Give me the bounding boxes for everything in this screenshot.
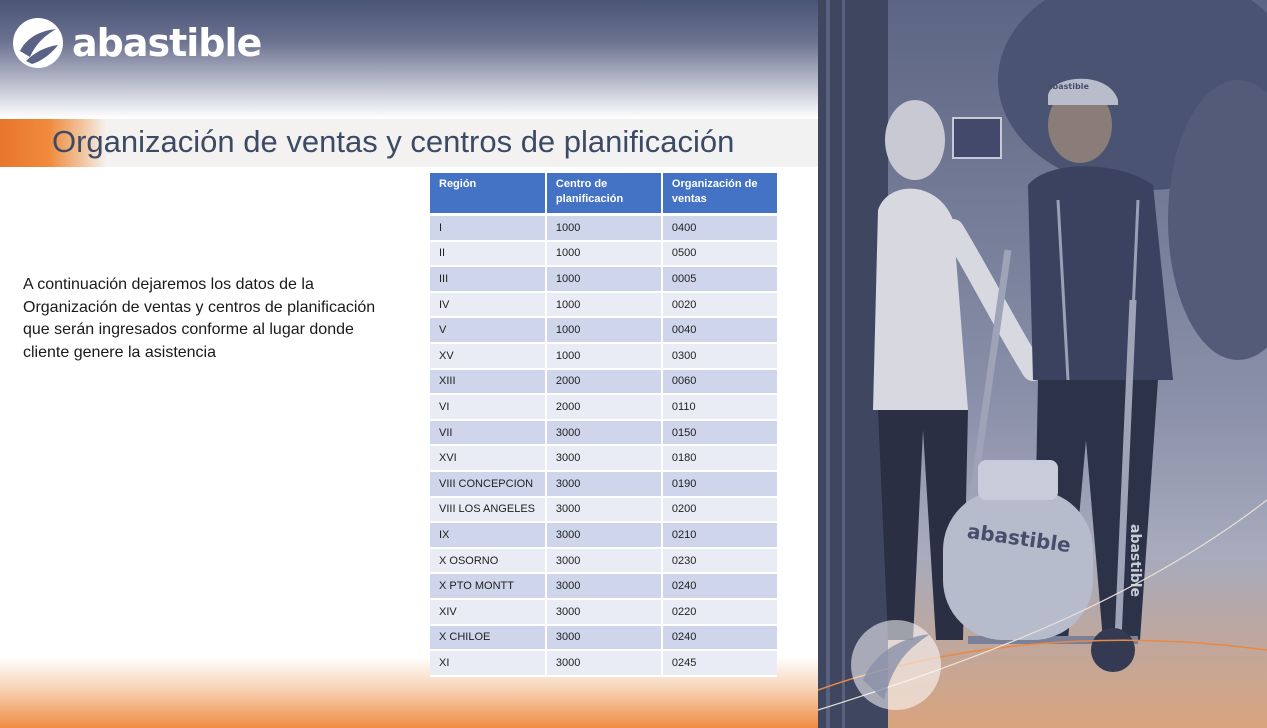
column-header-centro: Centro de planificación <box>547 173 663 216</box>
table-cell-region: X OSORNO <box>430 549 547 575</box>
table-cell-region: XIV <box>430 600 547 626</box>
table-cell-org: 0040 <box>663 318 777 344</box>
vest-label: abastible <box>1127 524 1143 598</box>
planning-table <box>430 173 777 677</box>
table-row <box>430 600 777 626</box>
column-header-region: Región <box>430 173 547 216</box>
intro-paragraph: A continuación dejaremos los datos de la Organización de ventas y centros de planificación que serán ingresados conforme al lugar donde cliente genere la asistencia <box>23 276 376 361</box>
table-cell-centro: 3000 <box>547 498 663 524</box>
table-cell-org: 0190 <box>663 472 777 498</box>
table-cell-centro: 3000 <box>547 651 663 677</box>
table-cell-org: 0005 <box>663 267 777 293</box>
table-row <box>430 318 777 344</box>
table-cell-centro: 1000 <box>547 267 663 293</box>
table-cell-centro: 3000 <box>547 626 663 652</box>
table-cell-centro: 3000 <box>547 472 663 498</box>
table-cell-centro: 1000 <box>547 344 663 370</box>
table-cell-centro: 3000 <box>547 574 663 600</box>
table-cell-org: 0020 <box>663 293 777 319</box>
table-cell-region: I <box>430 216 547 242</box>
table-row <box>430 370 777 396</box>
table-cell-centro: 2000 <box>547 395 663 421</box>
table-row <box>430 498 777 524</box>
table-cell-centro: 2000 <box>547 370 663 396</box>
table-row <box>430 549 777 575</box>
table-cell-centro: 3000 <box>547 446 663 472</box>
table-cell-org: 0060 <box>663 370 777 396</box>
table-cell-centro: 1000 <box>547 242 663 268</box>
table-cell-region: IV <box>430 293 547 319</box>
table-cell-region: XI <box>430 651 547 677</box>
table-cell-org: 0240 <box>663 574 777 600</box>
table-cell-centro: 3000 <box>547 549 663 575</box>
table-row <box>430 574 777 600</box>
table-header-row <box>430 173 777 216</box>
table-cell-region: IX <box>430 523 547 549</box>
table-cell-org: 0240 <box>663 626 777 652</box>
table-row <box>430 626 777 652</box>
table-cell-region: XVI <box>430 446 547 472</box>
table-row <box>430 242 777 268</box>
table-cell-centro: 1000 <box>547 216 663 242</box>
table-cell-org: 0230 <box>663 549 777 575</box>
table-cell-region: V <box>430 318 547 344</box>
page-title: Organización de ventas y centros de planificación <box>52 124 735 159</box>
table-cell-region: II <box>430 242 547 268</box>
table-row <box>430 395 777 421</box>
abastible-logo-icon <box>12 17 64 69</box>
brand-logo <box>12 17 261 69</box>
table-cell-centro: 1000 <box>547 318 663 344</box>
table-row <box>430 293 777 319</box>
table-cell-centro: 3000 <box>547 421 663 447</box>
table-cell-centro: 3000 <box>547 600 663 626</box>
table-cell-org: 0300 <box>663 344 777 370</box>
table-cell-org: 0150 <box>663 421 777 447</box>
table-cell-org: 0220 <box>663 600 777 626</box>
table-cell-region: VIII CONCEPCION <box>430 472 547 498</box>
table-row <box>430 216 777 242</box>
table-row <box>430 344 777 370</box>
table-cell-org: 0500 <box>663 242 777 268</box>
table-cell-centro: 3000 <box>547 523 663 549</box>
table-cell-region: VI <box>430 395 547 421</box>
cylinder-label: abastible <box>965 518 1073 558</box>
table-row <box>430 472 777 498</box>
table-row <box>430 446 777 472</box>
column-header-org: Organización de ventas <box>663 173 777 216</box>
table-cell-org: 0210 <box>663 523 777 549</box>
table-cell-org: 0110 <box>663 395 777 421</box>
cap-label: abastible <box>1047 82 1089 91</box>
table-cell-region: VII <box>430 421 547 447</box>
table-cell-org: 0200 <box>663 498 777 524</box>
delivery-photo <box>818 0 1267 728</box>
table-cell-region: VIII LOS ANGELES <box>430 498 547 524</box>
table-cell-org: 0245 <box>663 651 777 677</box>
table-cell-centro: 1000 <box>547 293 663 319</box>
table-cell-region: XV <box>430 344 547 370</box>
table-cell-org: 0180 <box>663 446 777 472</box>
table-row <box>430 523 777 549</box>
table-row <box>430 267 777 293</box>
table-row <box>430 651 777 677</box>
table-cell-region: XIII <box>430 370 547 396</box>
table-cell-region: III <box>430 267 547 293</box>
table-cell-org: 0400 <box>663 216 777 242</box>
table-cell-region: X PTO MONTT <box>430 574 547 600</box>
brand-name: abastible <box>72 21 262 65</box>
table-cell-region: X CHILOE <box>430 626 547 652</box>
table-row <box>430 421 777 447</box>
